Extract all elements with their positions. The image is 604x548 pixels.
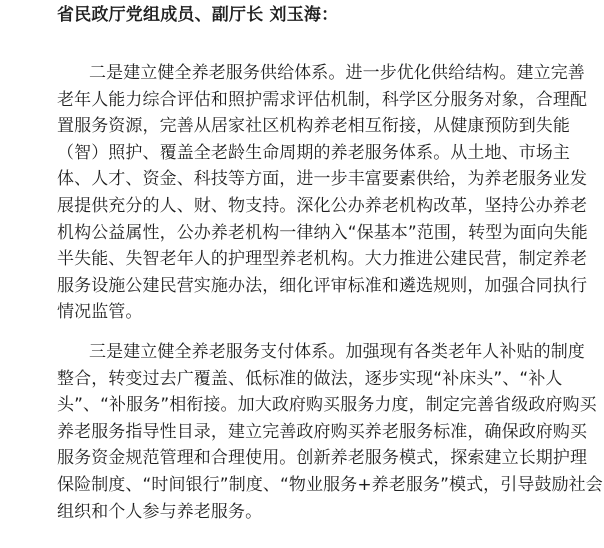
paragraph-line: 置服务资源，完善从居家社区机构养老相互衔接，从健康预防到失能 (57, 116, 570, 137)
paragraph-line: 半失能、失智老年人的护理型养老机构。大力推进公建民营，制定养老 (57, 249, 588, 270)
paragraph-line: 三是建立健全养老服务支付体系。加强现有各类老年人补贴的制度 (89, 342, 585, 362)
paragraph-line: 老年人能力综合评估和照护需求评估机制，科学区分服务对象，合理配 (57, 89, 588, 110)
paragraph-line: 服务设施公建民营实施办法，细化评审标准和遴选规则，加强合同执行 (57, 275, 588, 296)
paragraph-line: 情况监管。 (57, 302, 143, 323)
speaker-heading: 省民政厅党组成员、副厅长 刘玉海： (57, 5, 339, 25)
paragraph-line: 体、人才、资金、科技等方面，进一步丰富要素供给，为养老服务业发 (57, 169, 588, 190)
paragraph-payment-system (57, 339, 603, 525)
paragraph-line: 二是建立健全养老服务供给体系。进一步优化供给结构。建立完善 (89, 63, 585, 83)
paragraph-line: 养老服务指导性目录，建立完善政府购买养老服务标准，确保政府购买 (57, 421, 588, 442)
paragraph-line: 服务资金规范管理和合理使用。创新养老服务模式，探索建立长期护理 (57, 448, 588, 469)
paragraph-supply-system (57, 60, 597, 326)
paragraph-line: 整合，转变过去广覆盖、低标准的做法，逐步实现“补床头”、“补人 (57, 368, 563, 389)
paragraph-line: 展提供充分的人、财、物支持。深化公办养老机构改革，坚持公办养老 (57, 195, 588, 216)
paragraph-line: 组织和个人参与养老服务。 (57, 501, 263, 522)
paragraph-line: 机构公益属性，公办养老机构一律纳入“保基本”范围，转型为面向失能 (57, 222, 588, 243)
paragraph-line: （智）照护、覆盖全老龄生命周期的养老服务体系。从土地、市场主 (57, 142, 570, 163)
paragraph-line: 保险制度、“时间银行”制度、“物业服务+养老服务”模式，引导鼓励社会 (57, 474, 603, 495)
paragraph-line: 头”、“补服务”相衔接。加大政府购买服务力度，制定完善省级政府购买 (57, 395, 597, 416)
